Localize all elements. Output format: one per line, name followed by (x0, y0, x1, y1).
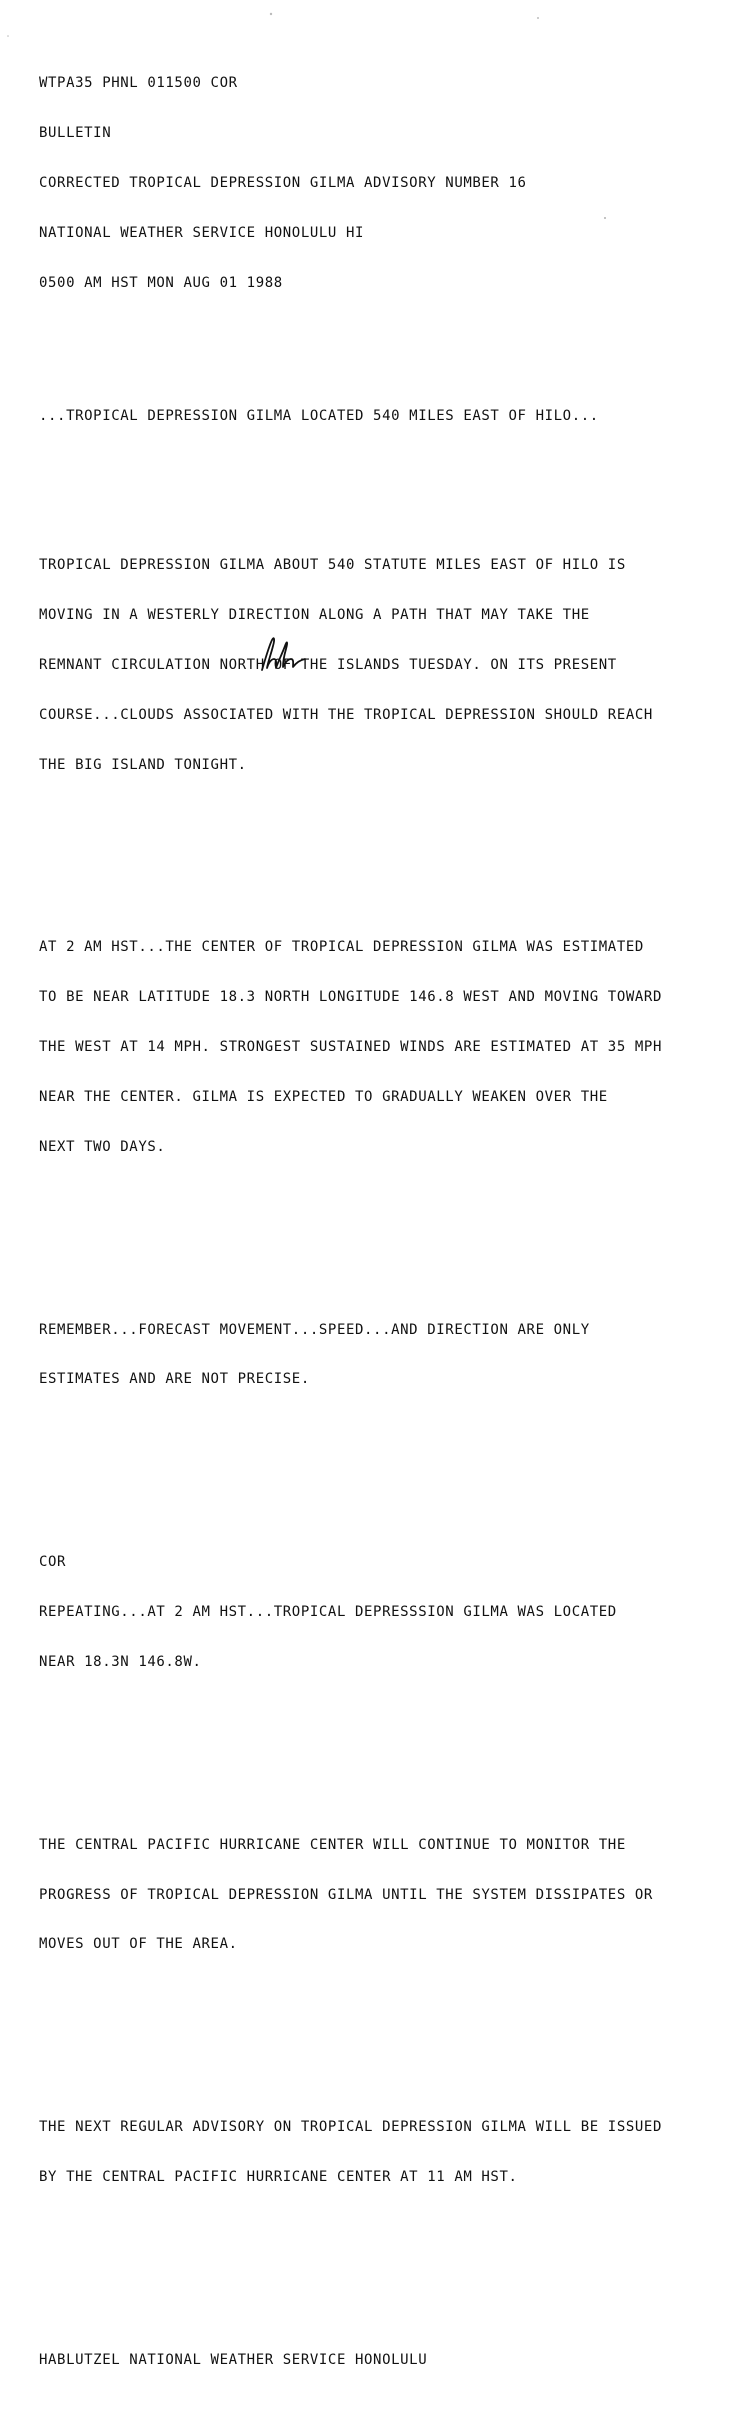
header-block (39, 42, 729, 324)
header-line: NATIONAL WEATHER SERVICE HONOLULU HI (39, 224, 365, 241)
paragraph-summary (39, 524, 729, 806)
paragraph-line: BY THE CENTRAL PACIFIC HURRICANE CENTER AT 11 AM HST. (39, 2169, 518, 2186)
header-line: 0500 AM HST MON AUG 01 1988 (39, 274, 283, 291)
paragraph-line: COURSE...CLOUDS ASSOCIATED WITH THE TROPICAL DEPRESSION SHOULD REACH (39, 706, 653, 723)
paragraph-position (39, 906, 729, 1188)
paragraph-line: MOVING IN A WESTERLY DIRECTION ALONG A PATH THAT MAY TAKE THE (39, 607, 590, 624)
signoff-line: HABLUTZEL NATIONAL WEATHER SERVICE HONOLULU (39, 2351, 428, 2368)
paragraph-line: NEAR 18.3N 146.8W. (39, 1653, 202, 1670)
paragraph-line: MOVES OUT OF THE AREA. (39, 1936, 238, 1953)
paragraph-line: THE WEST AT 14 MPH. STRONGEST SUSTAINED WINDS ARE ESTIMATED AT 35 MPH (39, 1039, 662, 1056)
paragraph-line: TO BE NEAR LATITUDE 18.3 NORTH LONGITUDE 146.8 WEST AND MOVING TOWARD (39, 989, 662, 1006)
advisory-text (39, 9, 729, 2435)
handwritten-signature (256, 632, 326, 677)
forecaster-signoff (39, 2319, 729, 2402)
paragraph-monitor (39, 1804, 729, 1987)
paragraph-line: COR (39, 1554, 67, 1571)
advisory-title: CORRECTED TROPICAL DEPRESSION GILMA ADVISORY NUMBER 16 (39, 174, 527, 191)
paragraph-line: PROGRESS OF TROPICAL DEPRESSION GILMA UNTIL THE SYSTEM DISSIPATES OR (39, 1886, 653, 1903)
paragraph-line: ESTIMATES AND ARE NOT PRECISE. (39, 1371, 310, 1388)
paragraph-line: THE BIG ISLAND TONIGHT. (39, 756, 247, 773)
header-line: BULLETIN (39, 125, 112, 142)
paragraph-line: REMEMBER...FORECAST MOVEMENT...SPEED...AND DIRECTION ARE ONLY (39, 1321, 590, 1338)
paragraph-remember (39, 1288, 729, 1421)
paragraph-next-advisory (39, 2086, 729, 2219)
header-line: WTPA35 PHNL 011500 COR (39, 75, 238, 92)
paragraph-line: REPEATING...AT 2 AM HST...TROPICAL DEPRESSSION GILMA WAS LOCATED (39, 1604, 617, 1621)
paragraph-line: THE CENTRAL PACIFIC HURRICANE CENTER WILL CONTINUE TO MONITOR THE (39, 1836, 626, 1853)
headline: ...TROPICAL DEPRESSION GILMA LOCATED 540 MILES EAST OF HILO... (39, 407, 599, 424)
paragraph-repeating (39, 1521, 729, 1704)
paragraph-line: AT 2 AM HST...THE CENTER OF TROPICAL DEPRESSION GILMA WAS ESTIMATED (39, 939, 644, 956)
paragraph-line: REMNANT CIRCULATION NORTH OF THE ISLANDS TUESDAY. ON ITS PRESENT (39, 656, 617, 673)
paragraph-line: THE NEXT REGULAR ADVISORY ON TROPICAL DEPRESSION GILMA WILL BE ISSUED (39, 2119, 662, 2136)
paragraph-line: NEAR THE CENTER. GILMA IS EXPECTED TO GRADUALLY WEAKEN OVER THE (39, 1088, 608, 1105)
paragraph-line: NEXT TWO DAYS. (39, 1138, 166, 1155)
paragraph-line: TROPICAL DEPRESSION GILMA ABOUT 540 STATUTE MILES EAST OF HILO IS (39, 557, 626, 574)
